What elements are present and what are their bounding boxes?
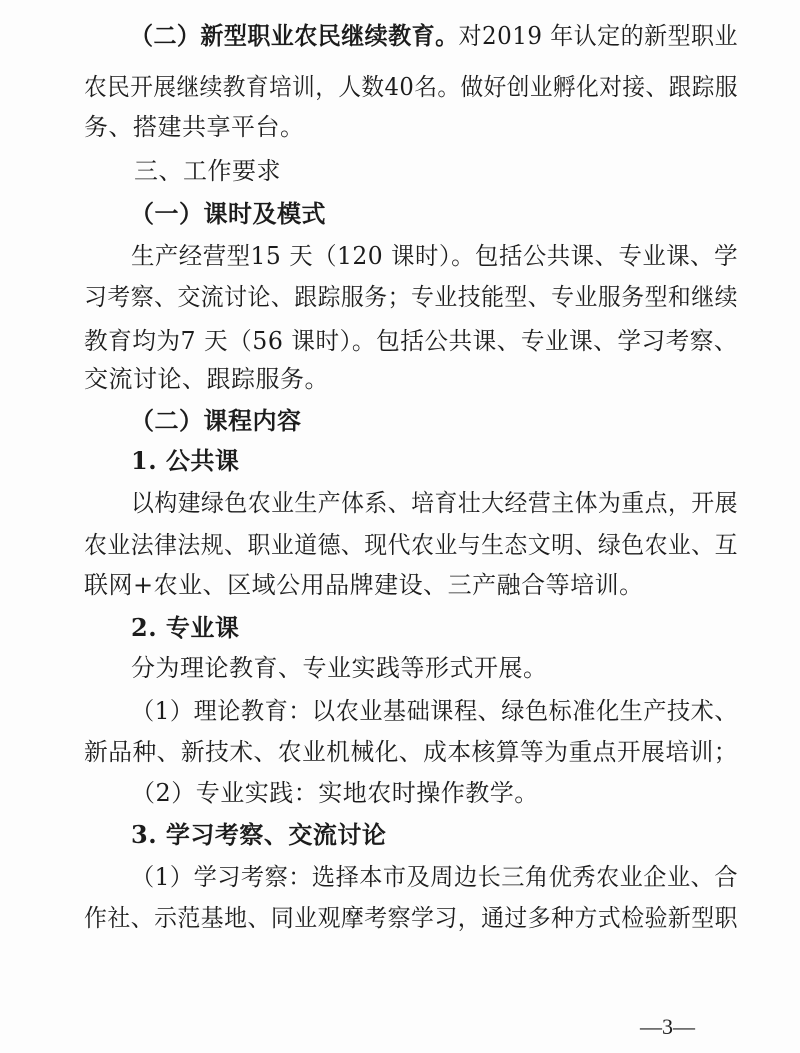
text-line bbox=[0, 67, 800, 107]
text-line bbox=[0, 401, 800, 441]
text-line bbox=[0, 483, 800, 523]
line-text: （1）学习考察：选择本市及周边长三角优秀农业企业、合 bbox=[131, 863, 738, 891]
subsection-heading: （二）课程内容 bbox=[130, 406, 302, 435]
text-line bbox=[0, 107, 800, 147]
line-text: 交流讨论、跟踪服务。 bbox=[84, 365, 329, 393]
line-text: 分为理论教育、专业实践等形式开展。 bbox=[131, 654, 548, 682]
text-line bbox=[0, 608, 800, 648]
line-text: 农民开展继续教育培训，人数40名。做好创业孵化对接、跟踪服 bbox=[84, 73, 738, 101]
line-text: 以构建绿色农业生产体系、培育壮大经营主体为重点，开展 bbox=[131, 489, 738, 517]
section-heading: （二）新型职业农民继续教育。 bbox=[130, 21, 459, 50]
line-text: 务、搭建共享平台。 bbox=[84, 113, 305, 141]
numbered-heading: 2. 专业课 bbox=[131, 613, 240, 642]
text-line bbox=[0, 441, 800, 481]
line-text: 作社、示范基地、同业观摩考察学习，通过多种方式检验新型职 bbox=[84, 904, 738, 932]
line-text: 农业法律法规、职业道德、现代农业与生态文明、绿色农业、互 bbox=[84, 531, 738, 559]
text-line bbox=[0, 732, 800, 772]
text-line bbox=[0, 648, 800, 688]
text-line bbox=[0, 815, 800, 855]
text-line bbox=[0, 565, 800, 605]
numbered-heading: 3. 学习考察、交流讨论 bbox=[131, 820, 387, 849]
subsection-heading: （一）课时及模式 bbox=[130, 199, 326, 228]
section-heading: 三、工作要求 bbox=[134, 157, 281, 185]
text-line bbox=[0, 194, 800, 234]
text-line bbox=[0, 359, 800, 399]
text-line bbox=[0, 151, 800, 191]
text-line bbox=[0, 321, 800, 361]
line-text: 教育均为7 天（56 课时）。包括公共课、专业课、学习考察、 bbox=[84, 327, 738, 355]
text-line bbox=[0, 691, 800, 731]
line-text: 对2019 年认定的新型职业 bbox=[458, 22, 738, 50]
line-text: （2）专业实践：实地农时操作教学。 bbox=[131, 779, 539, 807]
text-line bbox=[0, 898, 800, 938]
page-number: —3— bbox=[640, 1014, 695, 1039]
line-text: 生产经营型15 天（120 课时）。包括公共课、专业课、学 bbox=[131, 242, 738, 270]
text-line bbox=[0, 857, 800, 897]
line-text: （1）理论教育：以农业基础课程、绿色标准化生产技术、 bbox=[131, 697, 738, 725]
text-line bbox=[0, 525, 800, 565]
line-text: 联网+农业、区域公用品牌建设、三产融合等培训。 bbox=[84, 571, 644, 599]
numbered-heading: 1. 公共课 bbox=[131, 446, 240, 475]
text-line bbox=[0, 16, 800, 56]
text-line bbox=[0, 773, 800, 813]
text-line bbox=[0, 277, 800, 317]
line-text: 新品种、新技术、农业机械化、成本核算等为重点开展培训； bbox=[84, 738, 738, 766]
text-line bbox=[0, 236, 800, 276]
line-text: 习考察、交流讨论、跟踪服务；专业技能型、专业服务型和继续 bbox=[84, 283, 738, 311]
